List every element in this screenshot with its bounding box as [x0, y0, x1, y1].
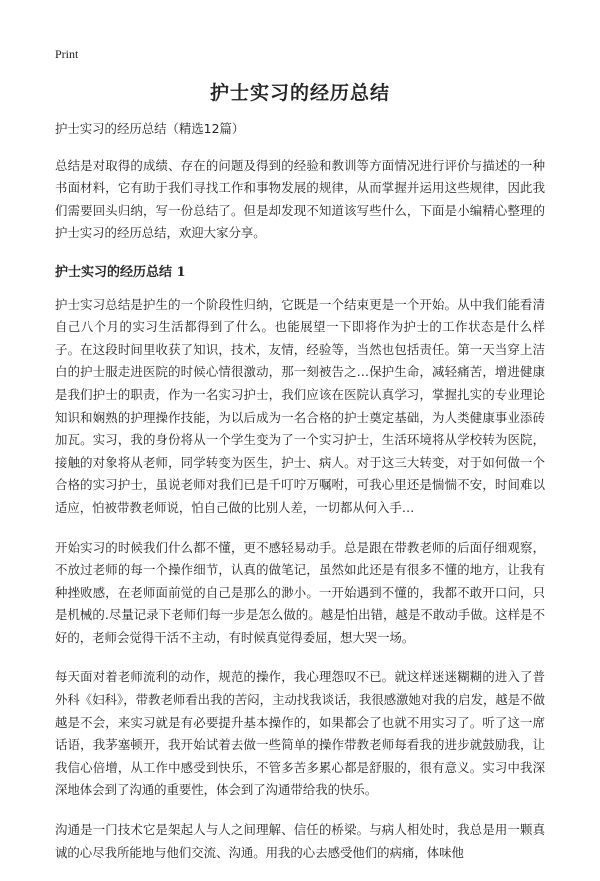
- document-title: 护士实习的经历总结: [209, 82, 390, 104]
- body-paragraph: 每天面对着老师流利的动作，规范的操作，我心理怨叹不已。就这样迷迷糊糊的进入了普外科《妇科》，带教老师看出我的苦闷，主动找我谈话，我很感激她对我的启发，越是不做越是不会，来实习就是有必要提升基本操作的，如果都会了也就不用实习了。听了这一席话语，我茅塞顿开，我开始试着去做一些简单的操作带教老师每看我的进步就鼓励我，让我信心倍增，从工作中感受到快乐，不管多苦多累心都是舒服的，很有意义。实习中我深深地体会到了沟通的重要性，体会到了沟通带给我的快乐。: [55, 669, 545, 798]
- document-subtitle: 护士实习的经历总结（精选12篇）: [55, 121, 245, 136]
- body-paragraph: 护士实习总结是护生的一个阶段性归纳，它既是一个结束更是一个开始。从中我们能看清自己八个月的实习生活都得到了什么。也能展望一下即将作为护士的工作状态是什么样子。在这段时间里收获了知识，技术，友情，经验等，当然也包括责任。第一天当穿上洁白的护士服走进医院的时候心情很激动，那一刻被告之…保护生命，减轻痛苦，增进健康是我们护士的职责，作为一名实习护士，我们应该在医院认真学习，掌握扎实的专业理论知识和娴熟的护理操作技能，为以后成为一名合格的护士奠定基础，为人类健康事业添砖加瓦。实习，我的身份将从一个学生变为了一个实习护士，生活环境将从学校转为医院，接触的对象将从老师，同学转变为医生，护士、病人。对于这三大转变，对于如何做一个合格的实习护士，虽说老师对我们已是千叮咛万嘱咐，可我心里还是惴惴不安，时间难以适应，怕被带教老师说，怕自己做的比别人差，一切都从何入手…: [55, 296, 545, 515]
- section-heading: 护士实习的经历总结 1: [55, 264, 186, 280]
- document-body: [55, 118, 545, 881]
- body-paragraph: 沟通是一门技术它是架起人与人之间理解、信任的桥梁。与病人相处时，我总是用一颗真诚的心尽我所能地与他们交流、沟通。用我的心去感受他们的病痛，体味他: [55, 822, 545, 860]
- intro-paragraph: 总结是对取得的成绩、存在的问题及得到的经验和教训等方面情况进行评价与描述的一种书面材料，它有助于我们寻找工作和事物发展的规律，从而掌握并运用这些规律，因此我们需要回头归纳，写一份总结了。但是却发现不知道该写些什么，下面是小编精心整理的护士实习的经历总结，欢迎大家分享。: [55, 157, 545, 241]
- body-paragraph: 开始实习的时候我们什么都不懂，更不感轻易动手。总是跟在带教老师的后面仔细观察，不放过老师的每一个操作细节，认真的做笔记，虽然如此还是有很多不懂的地方，让我有种挫败感，在老师面前觉的自己是那么的渺小。一开始遇到不懂的，我都不敢开口问，只是机械的.尽量记录下老师们每一步是怎么做的。越是怕出错，越是不敢动手做。这样是不好的，老师会觉得干活不主动，有时候真觉得委屈，想大哭一场。: [55, 539, 545, 645]
- print-link[interactable]: Print: [55, 47, 79, 61]
